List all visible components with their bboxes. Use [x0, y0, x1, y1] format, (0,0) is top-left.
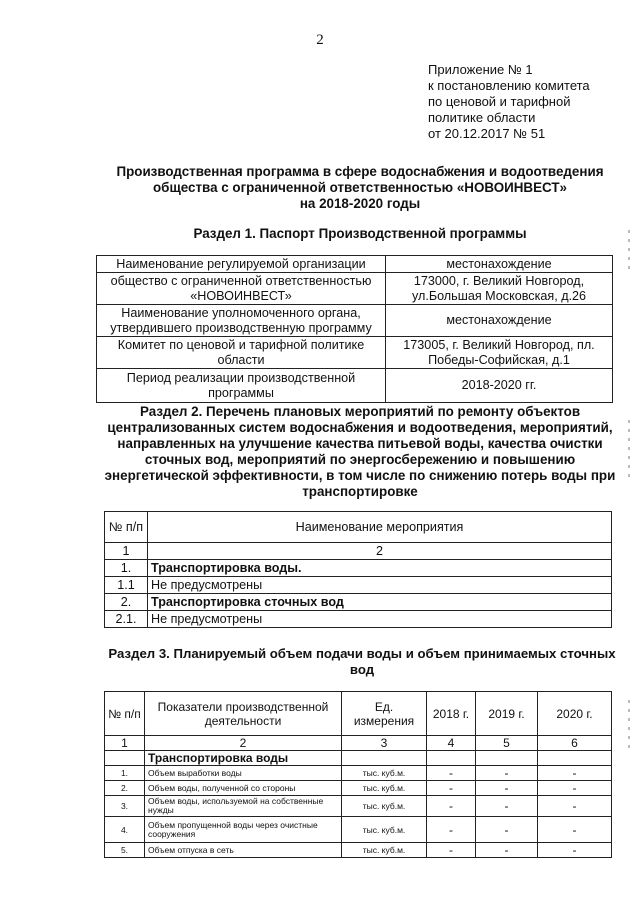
title-line: общества с ограниченной ответственностью «НОВОИНВЕСТ»: [153, 180, 567, 195]
cell: Комитет по ценовой и тарифной политике области: [97, 337, 386, 369]
row-name: Объем пропущенной воды через очистные сооружения: [145, 817, 342, 843]
row-value: -: [476, 781, 538, 796]
colnum-cell: 2: [148, 543, 612, 560]
row-name: Не предусмотрены: [148, 611, 612, 628]
measures-table: [104, 511, 612, 628]
cell: Наименование уполномоченного органа, утвердившего производственную программу: [97, 305, 386, 337]
row-unit: тыс. куб.м.: [342, 766, 427, 781]
section1-heading: Раздел 1. Паспорт Производственной программы: [193, 226, 527, 241]
row-num: 5.: [105, 843, 145, 858]
row-name: Транспортировка воды.: [148, 560, 612, 577]
scan-edge-mark: [628, 230, 630, 270]
row-value: -: [538, 796, 612, 817]
row-value: -: [427, 766, 476, 781]
cell: 2018-2020 гг.: [386, 369, 613, 403]
colnum-cell: 2: [145, 736, 342, 751]
annex-block: [428, 62, 590, 142]
row-num: 2.: [105, 781, 145, 796]
row-num: 4.: [105, 817, 145, 843]
annex-line: по ценовой и тарифной: [428, 94, 571, 109]
row-name: Объем воды, используемой на собственные нужды: [145, 796, 342, 817]
row-unit: тыс. куб.м.: [342, 843, 427, 858]
annex-line: от 20.12.2017 № 51: [428, 126, 546, 141]
row-name: Объем выработки воды: [145, 766, 342, 781]
row-num: 1.: [105, 560, 148, 577]
section2-heading: Раздел 2. Перечень плановых мероприятий по ремонту объектов централизованных систем водоснабжения и водоотведения, мероприятий, направленных на улучшение качества питьевой воды, качества очистки сточных вод, мероприятий по энергосбережению и повышению энергетической эффективности, в том числе по снижению потерь воды при транспортировке: [104, 404, 616, 499]
header-cell: 2019 г.: [476, 692, 538, 736]
row-value: -: [476, 766, 538, 781]
row-num: 3.: [105, 796, 145, 817]
scan-edge-mark: [628, 700, 630, 750]
row-value: -: [476, 796, 538, 817]
row-name: Транспортировка сточных вод: [148, 594, 612, 611]
row-value: -: [427, 817, 476, 843]
row-num: 1.: [105, 766, 145, 781]
row-unit: тыс. куб.м.: [342, 781, 427, 796]
scan-edge-mark: [628, 420, 630, 480]
row-num: 2.1.: [105, 611, 148, 628]
group-label: Транспортировка воды: [145, 751, 342, 766]
header-cell: № п/п: [105, 692, 145, 736]
row-value: -: [538, 781, 612, 796]
cell: Наименование регулируемой организации: [97, 256, 386, 273]
passport-table: [96, 255, 613, 403]
row-num: 2.: [105, 594, 148, 611]
row-unit: тыс. куб.м.: [342, 796, 427, 817]
volume-table: [104, 691, 612, 858]
colnum-cell: 4: [427, 736, 476, 751]
row-value: -: [427, 843, 476, 858]
annex-line: политике области: [428, 110, 536, 125]
annex-line: Приложение № 1: [428, 62, 533, 77]
annex-line: к постановлению комитета: [428, 78, 590, 93]
header-cell: 2018 г.: [427, 692, 476, 736]
document-title: [100, 164, 620, 212]
header-cell: 2020 г.: [538, 692, 612, 736]
colnum-cell: 5: [476, 736, 538, 751]
colnum-cell: 6: [538, 736, 612, 751]
cell: общество с ограниченной ответственностью «НОВОИНВЕСТ»: [97, 273, 386, 305]
cell: 173005, г. Великий Новгород, пл. Победы-Софийская, д.1: [386, 337, 613, 369]
title-line: на 2018-2020 годы: [299, 196, 421, 211]
cell: 173000, г. Великий Новгород, ул.Большая Московская, д.26: [386, 273, 613, 305]
header-cell: Ед. измерения: [342, 692, 427, 736]
row-num: 1.1: [105, 577, 148, 594]
row-value: -: [427, 796, 476, 817]
cell: Период реализации производственной программы: [97, 369, 386, 403]
header-cell: № п/п: [105, 512, 148, 543]
title-line: Производственная программа в сфере водоснабжения и водоотведения: [116, 164, 604, 179]
row-name: Объем отпуска в сеть: [145, 843, 342, 858]
colnum-cell: 1: [105, 543, 148, 560]
row-value: -: [476, 817, 538, 843]
row-name: Не предусмотрены: [148, 577, 612, 594]
colnum-cell: 3: [342, 736, 427, 751]
row-value: -: [427, 781, 476, 796]
page-number: 2: [316, 32, 324, 48]
header-cell: Показатели производственной деятельности: [145, 692, 342, 736]
section3-heading: Раздел 3. Планируемый объем подачи воды и объем принимаемых сточных вод: [108, 646, 616, 677]
row-name: Объем воды, полученной со стороны: [145, 781, 342, 796]
row-value: -: [476, 843, 538, 858]
header-cell: Наименование мероприятия: [148, 512, 612, 543]
colnum-cell: 1: [105, 736, 145, 751]
row-value: -: [538, 766, 612, 781]
row-unit: тыс. куб.м.: [342, 817, 427, 843]
cell: местонахождение: [386, 305, 613, 337]
row-value: -: [538, 843, 612, 858]
row-value: -: [538, 817, 612, 843]
cell: местонахождение: [386, 256, 613, 273]
